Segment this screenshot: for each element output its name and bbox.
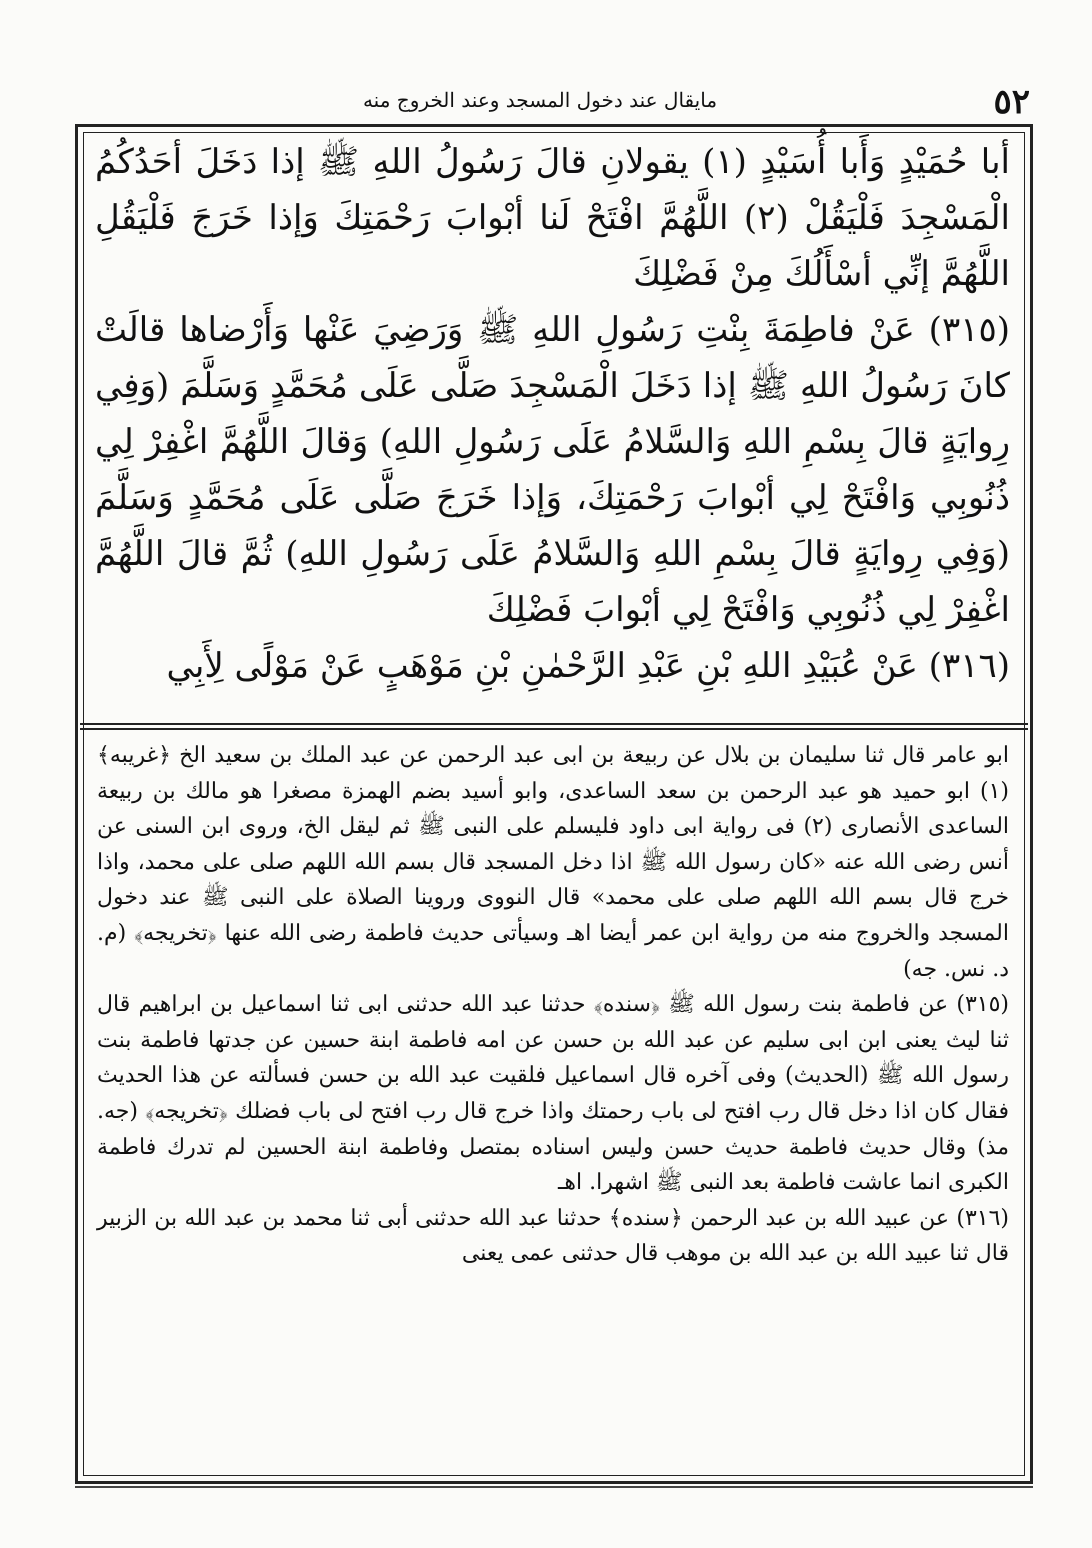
commentary-paragraph: ابو عامر قال ثنا سليمان بن بلال عن ربيعة بن ابى عبد الرحمن عن عبد الملك بن سعيد الخ ﴿غريبه﴾ (١) ابو حميد هو عبد الرحمن بن سعد الساعدى، وابو أسيد بضم الهمزة مصغرا هو مالك بن ربيعة الساعدى الأنصارى (٢) فى رواية ابى داود فليسلم على النبى ﷺ ثم ليقل الخ، وروى ابن السنى عن أنس رضى الله عنه «كان رسول الله ﷺ اذا دخل المسجد قال بسم الله اللهم صلى على محمد، واذا خرج قال بسم الله اللهم صلى على محمد» قال النووى وروينا الصلاة على النبى ﷺ عند دخول المسجد والخروج منه من رواية ابن عمر أيضا اهـ وسيأتى حديث فاطمة رضى الله عنها ﴿تخريجه﴾ (م. د. نس. جه) xyxy=(97,743,1010,982)
main-paragraph: أبا حُمَيْدٍ وَأَبا أُسَيْدٍ (١) يقولانِ قالَ رَسُولُ اللهِ ﷺ إذا دَخَلَ أحَدُكُمُ الْمَسْجِدَ فَلْيَقُلْ (٢) اللَّهُمَّ افْتَحْ لَنا أبْوابَ رَحْمَتِكَ وَإذا خَرَجَ فَلْيَقُلِ اللَّهُمَّ إنِّي أسْأَلُكَ مِنْ فَضْلِكَ xyxy=(95,142,1011,294)
main-paragraph: (٣١٦) عَنْ عُبَيْدِ اللهِ بْنِ عَبْدِ الرَّحْمٰنِ بْنِ مَوْهَبٍ عَنْ مَوْلًى لِأَبِي xyxy=(166,646,1010,686)
main-paragraph: (٣١٥) عَنْ فاطِمَةَ بِنْتِ رَسُولِ اللهِ ﷺ وَرَضِيَ عَنْها وَأَرْضاها قالَتْ كانَ رَسُولُ اللهِ ﷺ إذا دَخَلَ الْمَسْجِدَ صَلَّى عَلَى مُحَمَّدٍ وَسَلَّمَ (وَفِي رِوايَةٍ قالَ بِسْمِ اللهِ وَالسَّلامُ عَلَى رَسُولِ اللهِ) وَقالَ اللَّهُمَّ اغْفِرْ لِي ذُنُوبِي وَافْتَحْ لِي أبْوابَ رَحْمَتِكَ، وَإذا خَرَجَ صَلَّى عَلَى مُحَمَّدٍ وَسَلَّمَ (وَفِي رِوايَةٍ قالَ بِسْمِ اللهِ وَالسَّلامُ عَلَى رَسُولِ اللهِ) ثُمَّ قالَ اللَّهُمَّ اغْفِرْ لِي ذُنُوبِي وَافْتَحْ لِي أبْوابَ فَضْلِكَ xyxy=(95,310,1010,630)
commentary-paragraph: (٣١٥) عن فاطمة بنت رسول الله ﷺ ﴿سنده﴾ حدثنا عبد الله حدثنى ابى ثنا اسماعيل بن ابراهيم قال ثنا ليث يعنى ابن ابى سليم عن عبد الله بن حسن عن امه فاطمة ابنة حسين عن جدتها فاطمة بنت رسول الله ﷺ (الحديث) وفى آخره قال اسماعيل فلقيت عبد الله بن حسن فسألته عن هذا الحديث فقال كان اذا دخل قال رب افتح لى باب رحمتك واذا خرج قال رب افتح لى باب فضلك ﴿تخريجه﴾ (جه. مذ) وقال حديث فاطمة حديث حسن وليس اسناده بمتصل وفاطمة ابنة الحسين لم تدرك فاطمة الكبرى انما عاشت فاطمة بعد النبى ﷺ اشهرا. اهـ xyxy=(97,992,1009,1196)
page-header xyxy=(90,82,1030,122)
commentary-text xyxy=(97,738,1009,1478)
bottom-rule xyxy=(75,1486,1033,1490)
main-hadith-text xyxy=(95,134,1010,722)
section-divider xyxy=(80,723,1028,730)
running-title: مايقال عند دخول المسجد وعند الخروج منه xyxy=(362,88,718,112)
page-number: ٥٢ xyxy=(993,82,1030,122)
commentary-paragraph: (٣١٦) عن عبيد الله بن عبد الرحمن ﴿سنده﴾ حدثنا عبد الله حدثنى أبى ثنا محمد بن عبد الله بن الزبير قال ثنا عبيد الله بن عبد الله بن موهب قال حدثنى عمى يعنى xyxy=(97,1205,1009,1267)
